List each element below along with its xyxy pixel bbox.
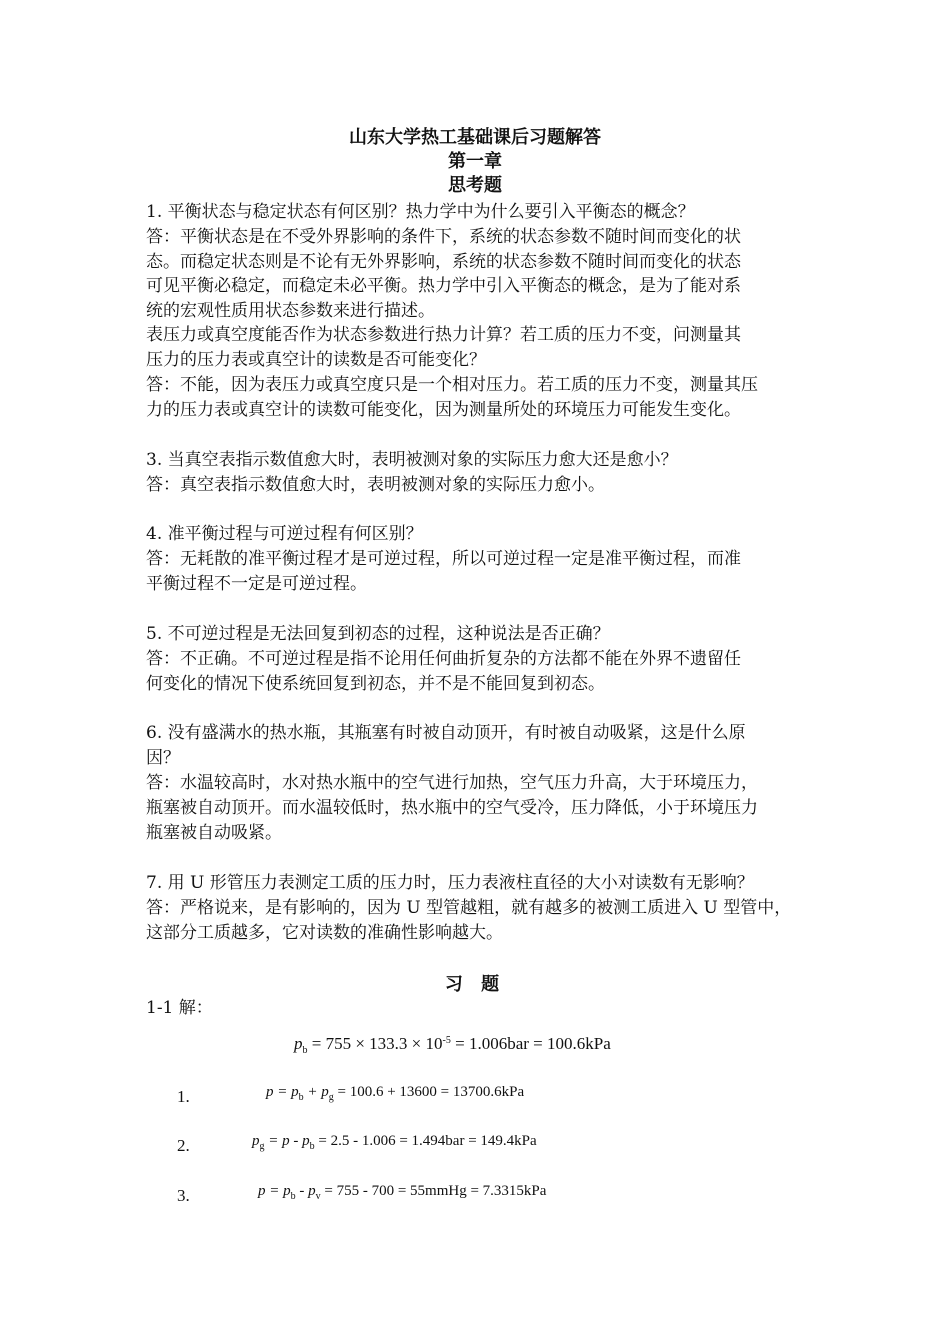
text-line: 瓶塞被自动吸紧。 xyxy=(146,823,282,843)
text-line: 可见平衡必稳定，而稳定未必平衡。热力学中引入平衡态的概念，是为了能对系 xyxy=(146,276,741,296)
item-number: 1. xyxy=(177,1087,190,1106)
text-line: 4. 准平衡过程与可逆过程有何区别？ xyxy=(146,524,423,544)
text-line: 何变化的情况下使系统回复到初态，并不是不能回复到初态。 xyxy=(146,674,605,694)
text-line: 答：不能，因为表压力或真空度只是一个相对压力。若工质的压力不变，测量其压 xyxy=(146,375,758,395)
eq-subscript: b xyxy=(298,1092,304,1103)
eq-part: p = p xyxy=(266,1084,299,1100)
text-line: 这部分工质越多，它对读数的准确性影响越大。 xyxy=(146,923,503,943)
item-number: 2. xyxy=(177,1136,190,1155)
eq-result: = 2.5 - 1.006 = 1.494bar = 149.4kPa xyxy=(314,1133,537,1149)
eq-result: = 1.006bar = 100.6kPa xyxy=(450,1034,611,1053)
eq-subscript: g xyxy=(259,1141,265,1152)
text-line: 3. 当真空表指示数值愈大时，表明被测对象的实际压力愈大还是愈小？ xyxy=(146,450,678,470)
document-title: 山东大学热工基础课后习题解答 xyxy=(349,127,601,148)
text-line: 答：平衡状态是在不受外界影响的条件下，系统的状态参数不随时间而变化的状 xyxy=(146,227,741,247)
eq-part: = p - p xyxy=(264,1133,310,1149)
section-heading-exercises: 习 题 xyxy=(444,974,506,995)
eq-subscript: v xyxy=(315,1191,321,1202)
text-line: 5. 不可逆过程是无法回复到初态的过程，这种说法是否正确？ xyxy=(146,624,610,644)
eq-part: p xyxy=(252,1133,260,1149)
text-line: 力的压力表或真空计的读数可能变化，因为测量所处的环境压力可能发生变化。 xyxy=(146,400,741,420)
eq-result: = 755 - 700 = 55mmHg = 7.3315kPa xyxy=(320,1183,547,1199)
eq-part: + p xyxy=(303,1084,329,1100)
section-heading-questions: 思考题 xyxy=(448,175,502,196)
text-line: 表压力或真空度能否作为状态参数进行热力计算？若工质的压力不变，问测量其 xyxy=(146,325,741,345)
text-line: 7. 用 U 形管压力表测定工质的压力时，压力表液柱直径的大小对读数有无影响？ xyxy=(146,873,754,893)
text-line: 答：真空表指示数值愈大时，表明被测对象的实际压力愈小。 xyxy=(146,475,605,495)
eq-expression: = 755 × 133.3 × 10 xyxy=(311,1034,443,1053)
text-line: 6. 没有盛满水的热水瓶，其瓶塞有时被自动顶开，有时被自动吸紧，这是什么原 xyxy=(146,723,746,743)
text-line: 答：无耗散的准平衡过程才是可逆过程，所以可逆过程一定是准平衡过程，而准 xyxy=(146,549,741,569)
text-line: 瓶塞被自动顶开。而水温较低时，热水瓶中的空气受冷，压力降低，小于环境压力 xyxy=(146,798,758,818)
equation-item-1 xyxy=(266,1084,524,1103)
chapter-heading: 第一章 xyxy=(448,151,502,172)
eq-subscript: b xyxy=(302,1045,308,1056)
eq-part: - p xyxy=(295,1183,316,1199)
text-line: 平衡过程不一定是可逆过程。 xyxy=(146,574,367,594)
problem-label: 1-1 解： xyxy=(146,998,213,1018)
equation-main xyxy=(294,1034,611,1056)
eq-exponent: -5 xyxy=(442,1035,451,1046)
eq-subscript: b xyxy=(290,1191,296,1202)
text-line: 统的宏观性质用状态参数来进行描述。 xyxy=(146,301,435,321)
text-line: 答：严格说来，是有影响的，因为 U 型管越粗，就有越多的被测工质进入 U 型管中， xyxy=(146,898,792,918)
text-line: 答：水温较高时，水对热水瓶中的空气进行加热，空气压力升高，大于环境压力， xyxy=(146,773,758,793)
text-line: 态。而稳定状态则是不论有无外界影响，系统的状态参数不随时间而变化的状态 xyxy=(146,252,741,272)
text-line: 压力的压力表或真空计的读数是否可能变化？ xyxy=(146,350,486,370)
text-line: 1. 平衡状态与稳定状态有何区别？热力学中为什么要引入平衡态的概念？ xyxy=(146,202,695,222)
eq-subscript: b xyxy=(309,1141,315,1152)
eq-symbol: p xyxy=(294,1034,303,1053)
equation-item-3 xyxy=(258,1183,546,1202)
equation-item-2 xyxy=(252,1133,537,1152)
eq-part: p = p xyxy=(258,1183,291,1199)
eq-subscript: g xyxy=(328,1092,334,1103)
text-line: 答：不正确。不可逆过程是指不论用任何曲折复杂的方法都不能在外界不遗留任 xyxy=(146,649,741,669)
text-line: 因？ xyxy=(146,748,180,768)
eq-result: = 100.6 + 13600 = 13700.6kPa xyxy=(333,1084,525,1100)
item-number: 3. xyxy=(177,1186,190,1205)
